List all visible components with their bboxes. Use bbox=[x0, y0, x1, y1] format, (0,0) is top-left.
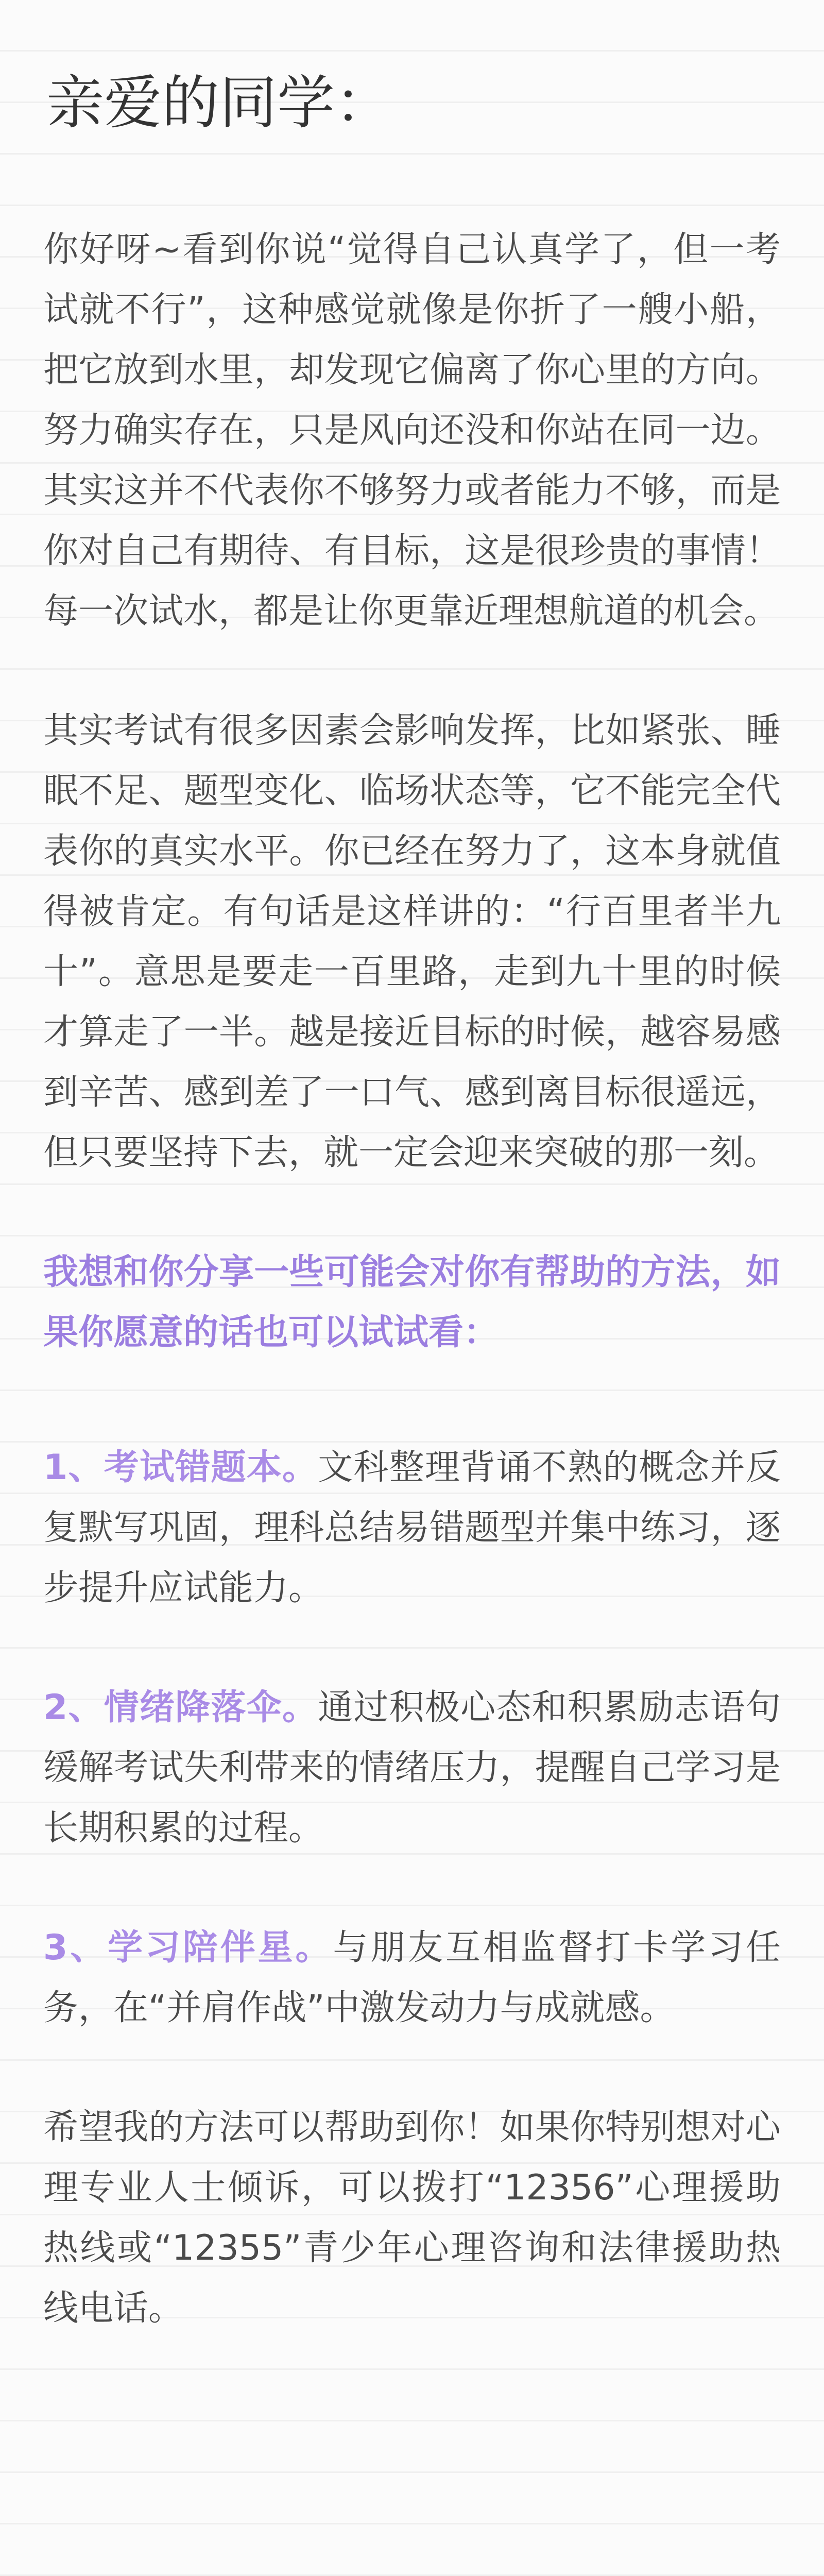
letter-paragraph-2: 其实考试有很多因素会影响发挥，比如紧张、睡眠不足、题型变化、临场状态等，它不能完全代表你的真实水平。你已经在努力了，这本身就值得被肯定。有句话是这样讲的：“行百里者半九十”。意思是要走一百里路，走到九十里的时候才算走了一半。越是接近目标的时候，越容易感到辛苦、感到差了一口气、感到离目标很遥远，但只要坚持下去，就一定会迎来突破的那一刻。 bbox=[43, 710, 781, 1173]
methods-intro: 我想和你分享一些可能会对你有帮助的方法，如果你愿意的话也可以试试看： bbox=[43, 1252, 781, 1353]
tip-text-1: 文科整理背诵不熟的概念并反复默写巩固，理科总结易错题型并集中练习，逐步提升应试能力。 bbox=[43, 1447, 781, 1608]
tip-item-3 bbox=[43, 1918, 781, 2038]
tip-text-2: 通过积极心态和积累励志语句缓解考试失利带来的情绪压力，提醒自己学习是长期积累的过程。 bbox=[43, 1687, 781, 1849]
tip-title-1: 1、考试错题本。 bbox=[43, 1447, 318, 1488]
letter-closing: 希望我的方法可以帮助到你！如果你特别想对心理专业人士倾诉，可以拨打“12356”心理援助热线或“12355”青少年心理咨询和法律援助热线电话。 bbox=[43, 2107, 781, 2329]
tip-text-3: 与朋友互相监督打卡学习任务，在“并肩作战”中激发动力与成就感。 bbox=[43, 1927, 781, 2028]
tip-item-1 bbox=[43, 1437, 781, 1618]
letter-paragraph-1: 你好呀~看到你说“觉得自己认真学了，但一考试就不行”，这种感觉就像是你折了一艘小船，把它放到水里，却发现它偏离了你心里的方向。努力确实存在，只是风向还没和你站在同一边。其实这并不代表你不够努力或者能力不够，而是你对自己有期待、有目标，这是很珍贵的事情！每一次试水，都是让你更靠近理想航道的机会。 bbox=[43, 229, 781, 632]
letter-greeting: 亲爱的同学： bbox=[46, 70, 392, 137]
tip-title-2: 2、情绪降落伞。 bbox=[43, 1687, 318, 1728]
tip-title-3: 3、学习陪伴星。 bbox=[43, 1927, 333, 1968]
tip-item-2 bbox=[43, 1677, 781, 1858]
